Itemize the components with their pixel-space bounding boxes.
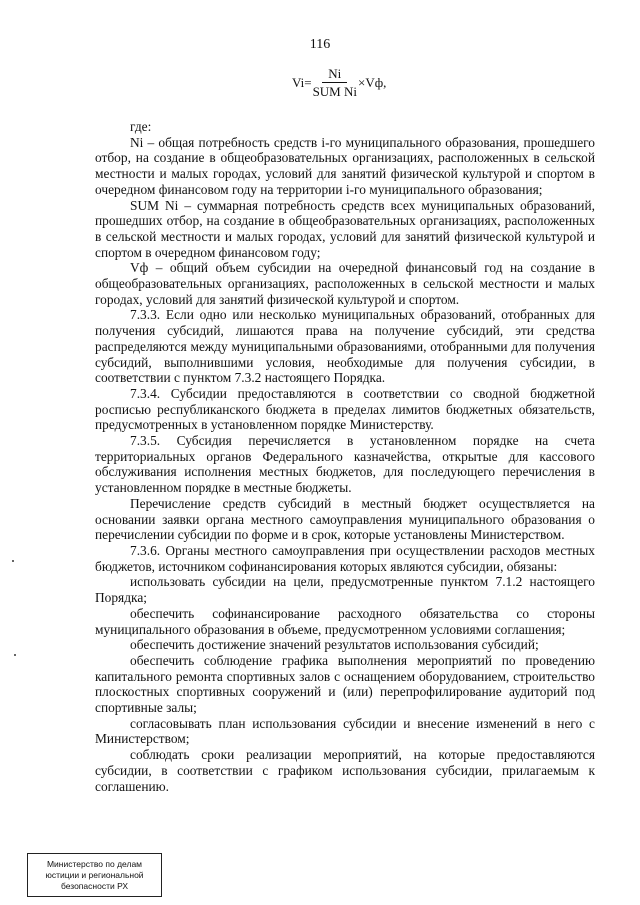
formula-numerator: Ni xyxy=(322,66,347,83)
formula-lhs: Vi= xyxy=(292,74,312,90)
paragraph-sum-ni-definition: SUM Ni – суммарная потребность средств всех муниципальных образований, прошедших отбор, на создание в общеобразовательных организациях, расположенных в сельской местности и малых городах, условий для занятий физической культурой и спортом в очередном финансовом году; xyxy=(95,197,595,260)
paragraph-7-3-5: 7.3.5. Субсидия перечисляется в установленном порядке на счета территориальных органов Федерального казначейства, открытые для кассового обслуживания исполнения местных бюджетов, для последующего перечисления в установленном порядке в местные бюджеты. xyxy=(95,433,595,496)
formula-fraction xyxy=(313,66,357,99)
obligation-item: соблюдать сроки реализации мероприятий, на которые предоставляются субсидии, в соответствии с графиком использования субсидии, прилагаемым к соглашению. xyxy=(95,747,595,794)
paragraph-vf-definition: Vф – общий объем субсидии на очередной финансовый год на создание в общеобразовательных организациях, расположенных в сельской местности и малых городах, условий для занятий физической культурой и спортом. xyxy=(95,260,595,307)
formula-denominator: SUM Ni xyxy=(312,84,357,99)
document-body xyxy=(95,119,595,794)
paragraph-7-3-3: 7.3.3. Если одно или несколько муниципальных образований, отобранных для получения субсидий, лишаются права на получение субсидий, эти средства распределяются между муниципальными образованиями, отобранными для получения субсидий, выполнившими условия, необходимые для получения субсидии, в соответствии с пунктом 7.3.2 настоящего Порядка. xyxy=(95,307,595,386)
scan-speck xyxy=(12,560,14,562)
obligation-item: согласовывать план использования субсидии и внесение изменений в него с Министерством; xyxy=(95,715,595,747)
paragraph-7-3-6: 7.3.6. Органы местного самоуправления при осуществлении расходов местных бюджетов, источником софинансирования которых являются субсидии, обязаны: xyxy=(95,542,595,574)
obligation-item: использовать субсидии на цели, предусмотренные пунктом 7.1.2 настоящего Порядка; xyxy=(95,574,595,606)
scan-speck xyxy=(14,654,16,656)
stamp-line: юстиции и региональной xyxy=(45,869,144,880)
obligation-item: обеспечить соблюдение графика выполнения мероприятий по проведению капитального ремонта спортивных залов с оснащением оборудованием, строительство плоскостных спортивных сооружений и (или) перепрофилирование аудиторий под спортивные залы; xyxy=(95,652,595,716)
stamp-line: безопасности РХ xyxy=(60,880,129,891)
obligation-item: обеспечить софинансирование расходного обязательства со стороны муниципального образования в объеме, предусмотренном условиями соглашения; xyxy=(95,605,595,637)
paragraph-7-3-4: 7.3.4. Субсидии предоставляются в соответствии со сводной бюджетной росписью республиканского бюджета в пределах лимитов бюджетных обязательств, предусмотренных в установленном порядке Министерству. xyxy=(95,385,595,433)
formula-rhs: ×Vф, xyxy=(358,74,387,90)
ministry-stamp xyxy=(27,853,162,897)
paragraph-transfer: Перечисление средств субсидий в местный бюджет осуществляется на основании заявки органа местного самоуправления муниципального образования о перечислении субсидии по форме и в срок, которые установлены Министерством. xyxy=(95,495,595,543)
formula xyxy=(292,66,386,99)
paragraph-where: где: xyxy=(130,119,152,134)
paragraph-ni-definition: Ni – общая потребность средств i-го муниципального образования, прошедшего отбор, на создание в общеобразовательных организациях, расположенных в сельской местности и малых городах, условий для занятий физической культурой и спортом в очередном финансовом году на территории i-го муниципального образования; xyxy=(95,134,595,197)
page-number: 116 xyxy=(309,37,331,52)
obligation-item: обеспечить достижение значений результатов использования субсидий; xyxy=(130,637,539,653)
stamp-line: Министерство по делам xyxy=(46,858,143,869)
